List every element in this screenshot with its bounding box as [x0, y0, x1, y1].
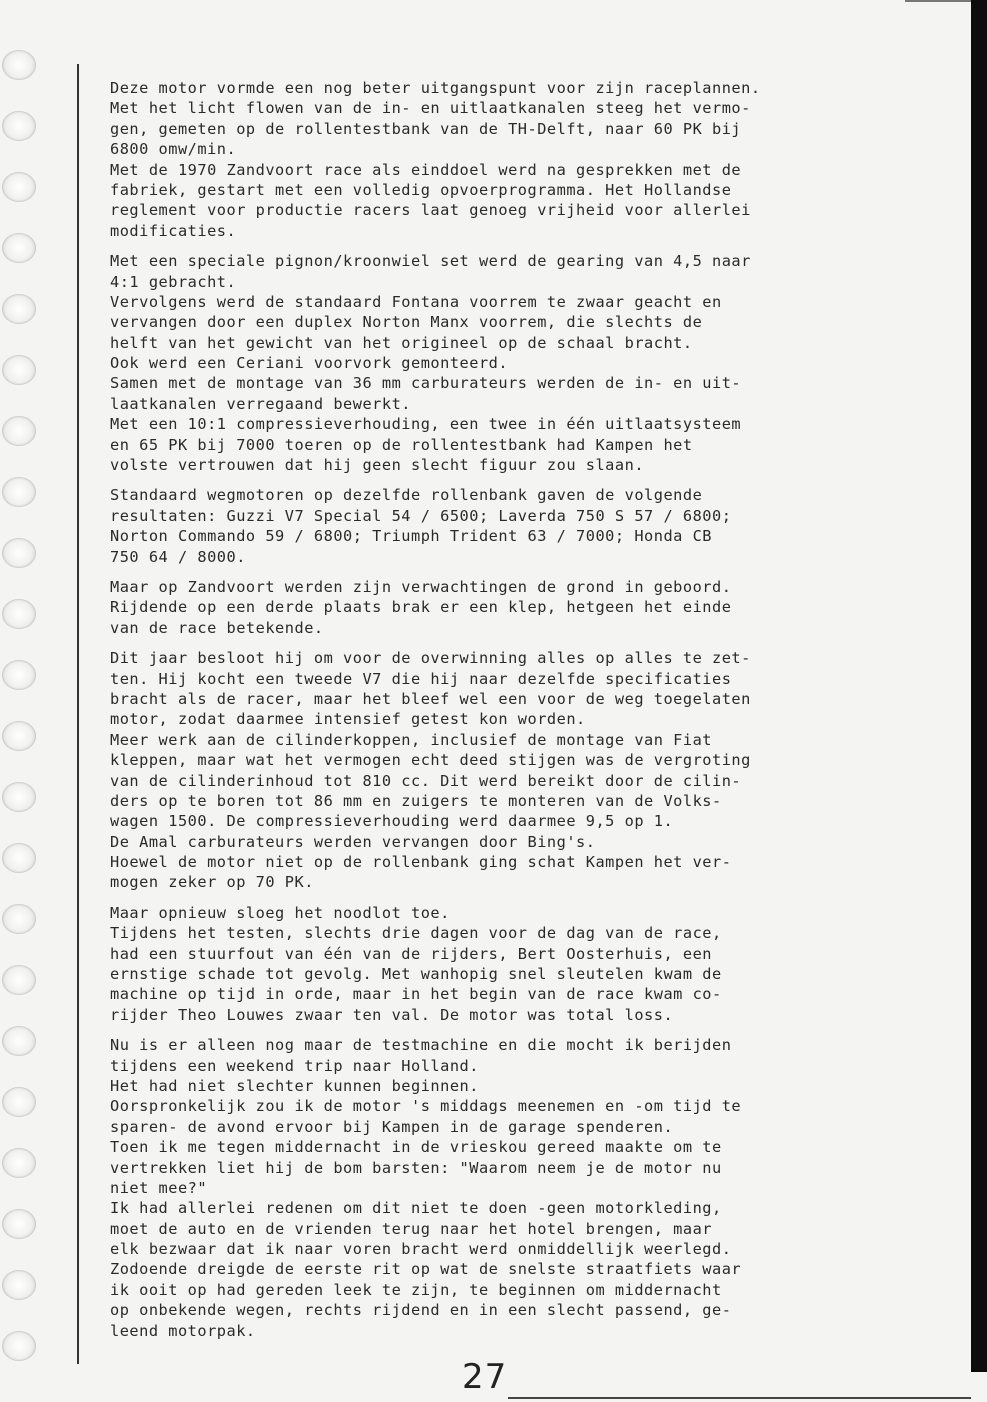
paragraph: [110, 577, 940, 638]
text-line: leend motorpak.: [110, 1321, 256, 1340]
text-line: Maar opnieuw sloeg het noodlot toe.: [110, 903, 450, 922]
text-line: Oorspronkelijk zou ik de motor 's middags meenemen en -om tijd te: [110, 1097, 742, 1116]
paragraph: [110, 485, 940, 567]
text-line: van de race betekende.: [110, 618, 324, 637]
text-line: Met een speciale pignon/kroonwiel set werd de gearing van 4,5 naar: [110, 252, 751, 271]
text-line: Vervolgens werd de standaard Fontana voorrem te zwaar geacht en: [110, 292, 722, 311]
binder-hole: [2, 660, 36, 690]
text-line: 750 64 / 8000.: [110, 547, 246, 566]
binder-hole: [2, 416, 36, 446]
text-line: resultaten: Guzzi V7 Special 54 / 6500; Laverda 750 S 57 / 6800;: [110, 506, 732, 525]
text-line: elk bezwaar dat ik naar voren bracht werd onmiddellijk weerlegd.: [110, 1240, 732, 1259]
text-line: De Amal carburateurs werden vervangen door Bing's.: [110, 832, 596, 851]
margin-rule: [77, 64, 79, 1364]
text-line: wagen 1500. De compressieverhouding werd daarmee 9,5 op 1.: [110, 812, 674, 831]
text-line: laatkanalen verregaand bewerkt.: [110, 394, 411, 413]
text-line: Tijdens het testen, slechts drie dagen voor de dag van de race,: [110, 924, 722, 943]
body-text: [110, 78, 940, 1341]
text-line: ten. Hij kocht een tweede V7 die hij naar dezelfde specificaties: [110, 669, 732, 688]
binder-hole: [2, 294, 36, 324]
binder-hole: [2, 355, 36, 385]
text-line: Hoewel de motor niet op de rollenbank ging schat Kampen het ver-: [110, 853, 732, 872]
paragraph: [110, 78, 940, 241]
paragraph: [110, 648, 940, 893]
text-line: Standaard wegmotoren op dezelfde rollenbank gaven de volgende: [110, 486, 703, 505]
text-line: had een stuurfout van één van de rijders, Bert Oosterhuis, een: [110, 944, 712, 963]
text-line: Ik had allerlei redenen om dit niet te doen -geen motorkleding,: [110, 1199, 722, 1218]
text-line: Rijdende op een derde plaats brak er een klep, hetgeen het einde: [110, 598, 732, 617]
binder-hole: [2, 1331, 36, 1361]
text-line: Met de 1970 Zandvoort race als einddoel werd na gesprekken met de: [110, 160, 742, 179]
text-line: rijder Theo Louwes zwaar ten val. De motor was total loss.: [110, 1005, 674, 1024]
binder-hole: [2, 599, 36, 629]
text-line: Meer werk aan de cilinderkoppen, inclusief de montage van Fiat: [110, 730, 712, 749]
text-line: vertrekken liet hij de bom barsten: "Waarom neem je de motor nu: [110, 1158, 722, 1177]
scan-edge: [971, 0, 987, 1402]
text-line: Ook werd een Ceriani voorvork gemonteerd.: [110, 354, 509, 373]
binder-hole: [2, 1026, 36, 1056]
text-line: motor, zodat daarmee intensief getest kon worden.: [110, 710, 586, 729]
text-line: gen, gemeten op de rollentestbank van de TH-Delft, naar 60 PK bij: [110, 119, 742, 138]
text-line: Norton Commando 59 / 6800; Triumph Trident 63 / 7000; Honda CB: [110, 527, 712, 546]
text-line: 4:1 gebracht.: [110, 272, 237, 291]
text-line: Met een 10:1 compressieverhouding, een twee in één uitlaatsysteem: [110, 415, 742, 434]
paragraph: [110, 251, 940, 475]
text-line: van de cilinderinhoud tot 810 cc. Dit werd bereikt door de cilin-: [110, 771, 742, 790]
text-line: volste vertrouwen dat hij geen slecht figuur zou slaan.: [110, 456, 645, 475]
binder-hole: [2, 50, 36, 80]
binder-hole: [2, 111, 36, 141]
bottom-rule: [508, 1397, 971, 1399]
binder-hole: [2, 721, 36, 751]
text-line: Deze motor vormde een nog beter uitgangspunt voor zijn raceplannen.: [110, 79, 761, 97]
binder-hole: [2, 1087, 36, 1117]
binder-hole: [2, 172, 36, 202]
text-line: Zodoende dreigde de eerste rit op wat de snelste straatfiets waar: [110, 1260, 742, 1279]
top-rule: [905, 0, 971, 2]
text-line: mogen zeker op 70 PK.: [110, 873, 314, 892]
text-line: tijdens een weekend trip naar Holland.: [110, 1056, 479, 1075]
text-line: op onbekende wegen, rechts rijdend en in een slecht passend, ge-: [110, 1301, 732, 1320]
binder-hole: [2, 965, 36, 995]
text-line: helft van het gewicht van het origineel op de schaal bracht.: [110, 333, 693, 352]
text-line: sparen- de avond ervoor bij Kampen in de garage spenderen.: [110, 1117, 674, 1136]
text-line: Dit jaar besloot hij om voor de overwinning alles op alles te zet-: [110, 649, 751, 668]
binder-hole: [2, 1148, 36, 1178]
text-line: 6800 omw/min.: [110, 140, 237, 159]
binder-hole: [2, 538, 36, 568]
text-line: Toen ik me tegen middernacht in de vrieskou gereed maakte om te: [110, 1138, 722, 1157]
paragraph: [110, 1035, 940, 1341]
text-line: en 65 PK bij 7000 toeren op de rollentestbank had Kampen het: [110, 435, 693, 454]
binder-holes: [0, 40, 40, 1402]
text-line: Samen met de montage van 36 mm carburateurs werden de in- en uit-: [110, 374, 742, 393]
binder-hole: [2, 904, 36, 934]
binder-hole: [2, 782, 36, 812]
text-line: fabriek, gestart met een volledig opvoerprogramma. Het Hollandse: [110, 180, 732, 199]
text-line: kleppen, maar wat het vermogen echt deed stijgen was de vergroting: [110, 751, 751, 770]
text-line: niet mee?": [110, 1178, 208, 1197]
text-line: moet de auto en de vrienden terug naar het hotel brengen, maar: [110, 1219, 712, 1238]
binder-hole: [2, 1270, 36, 1300]
text-line: modificaties.: [110, 221, 237, 240]
text-line: Maar op Zandvoort werden zijn verwachtingen de grond in geboord.: [110, 577, 732, 596]
text-line: ders op te boren tot 86 mm en zuigers te monteren van de Volks-: [110, 791, 722, 810]
text-line: vervangen door een duplex Norton Manx voorrem, die slechts de: [110, 313, 703, 332]
binder-hole: [2, 1209, 36, 1239]
text-line: ik ooit op had gereden leek te zijn, te beginnen om middernacht: [110, 1280, 722, 1299]
text-line: reglement voor productie racers laat genoeg vrijheid voor allerlei: [110, 201, 751, 220]
text-line: Nu is er alleen nog maar de testmachine en die mocht ik berijden: [110, 1036, 732, 1055]
page-number: 27: [462, 1357, 508, 1397]
binder-hole: [2, 233, 36, 263]
binder-hole: [2, 843, 36, 873]
text-line: bracht als de racer, maar het bleef wel een voor de weg toegelaten: [110, 689, 751, 708]
text-line: machine op tijd in orde, maar in het begin van de race kwam co-: [110, 985, 722, 1004]
paragraph: [110, 903, 940, 1025]
text-line: Het had niet slechter kunnen beginnen.: [110, 1076, 479, 1095]
text-line: Met het licht flowen van de in- en uitlaatkanalen steeg het vermo-: [110, 99, 751, 118]
text-line: ernstige schade tot gevolg. Met wanhopig snel sleutelen kwam de: [110, 965, 722, 984]
binder-hole: [2, 477, 36, 507]
